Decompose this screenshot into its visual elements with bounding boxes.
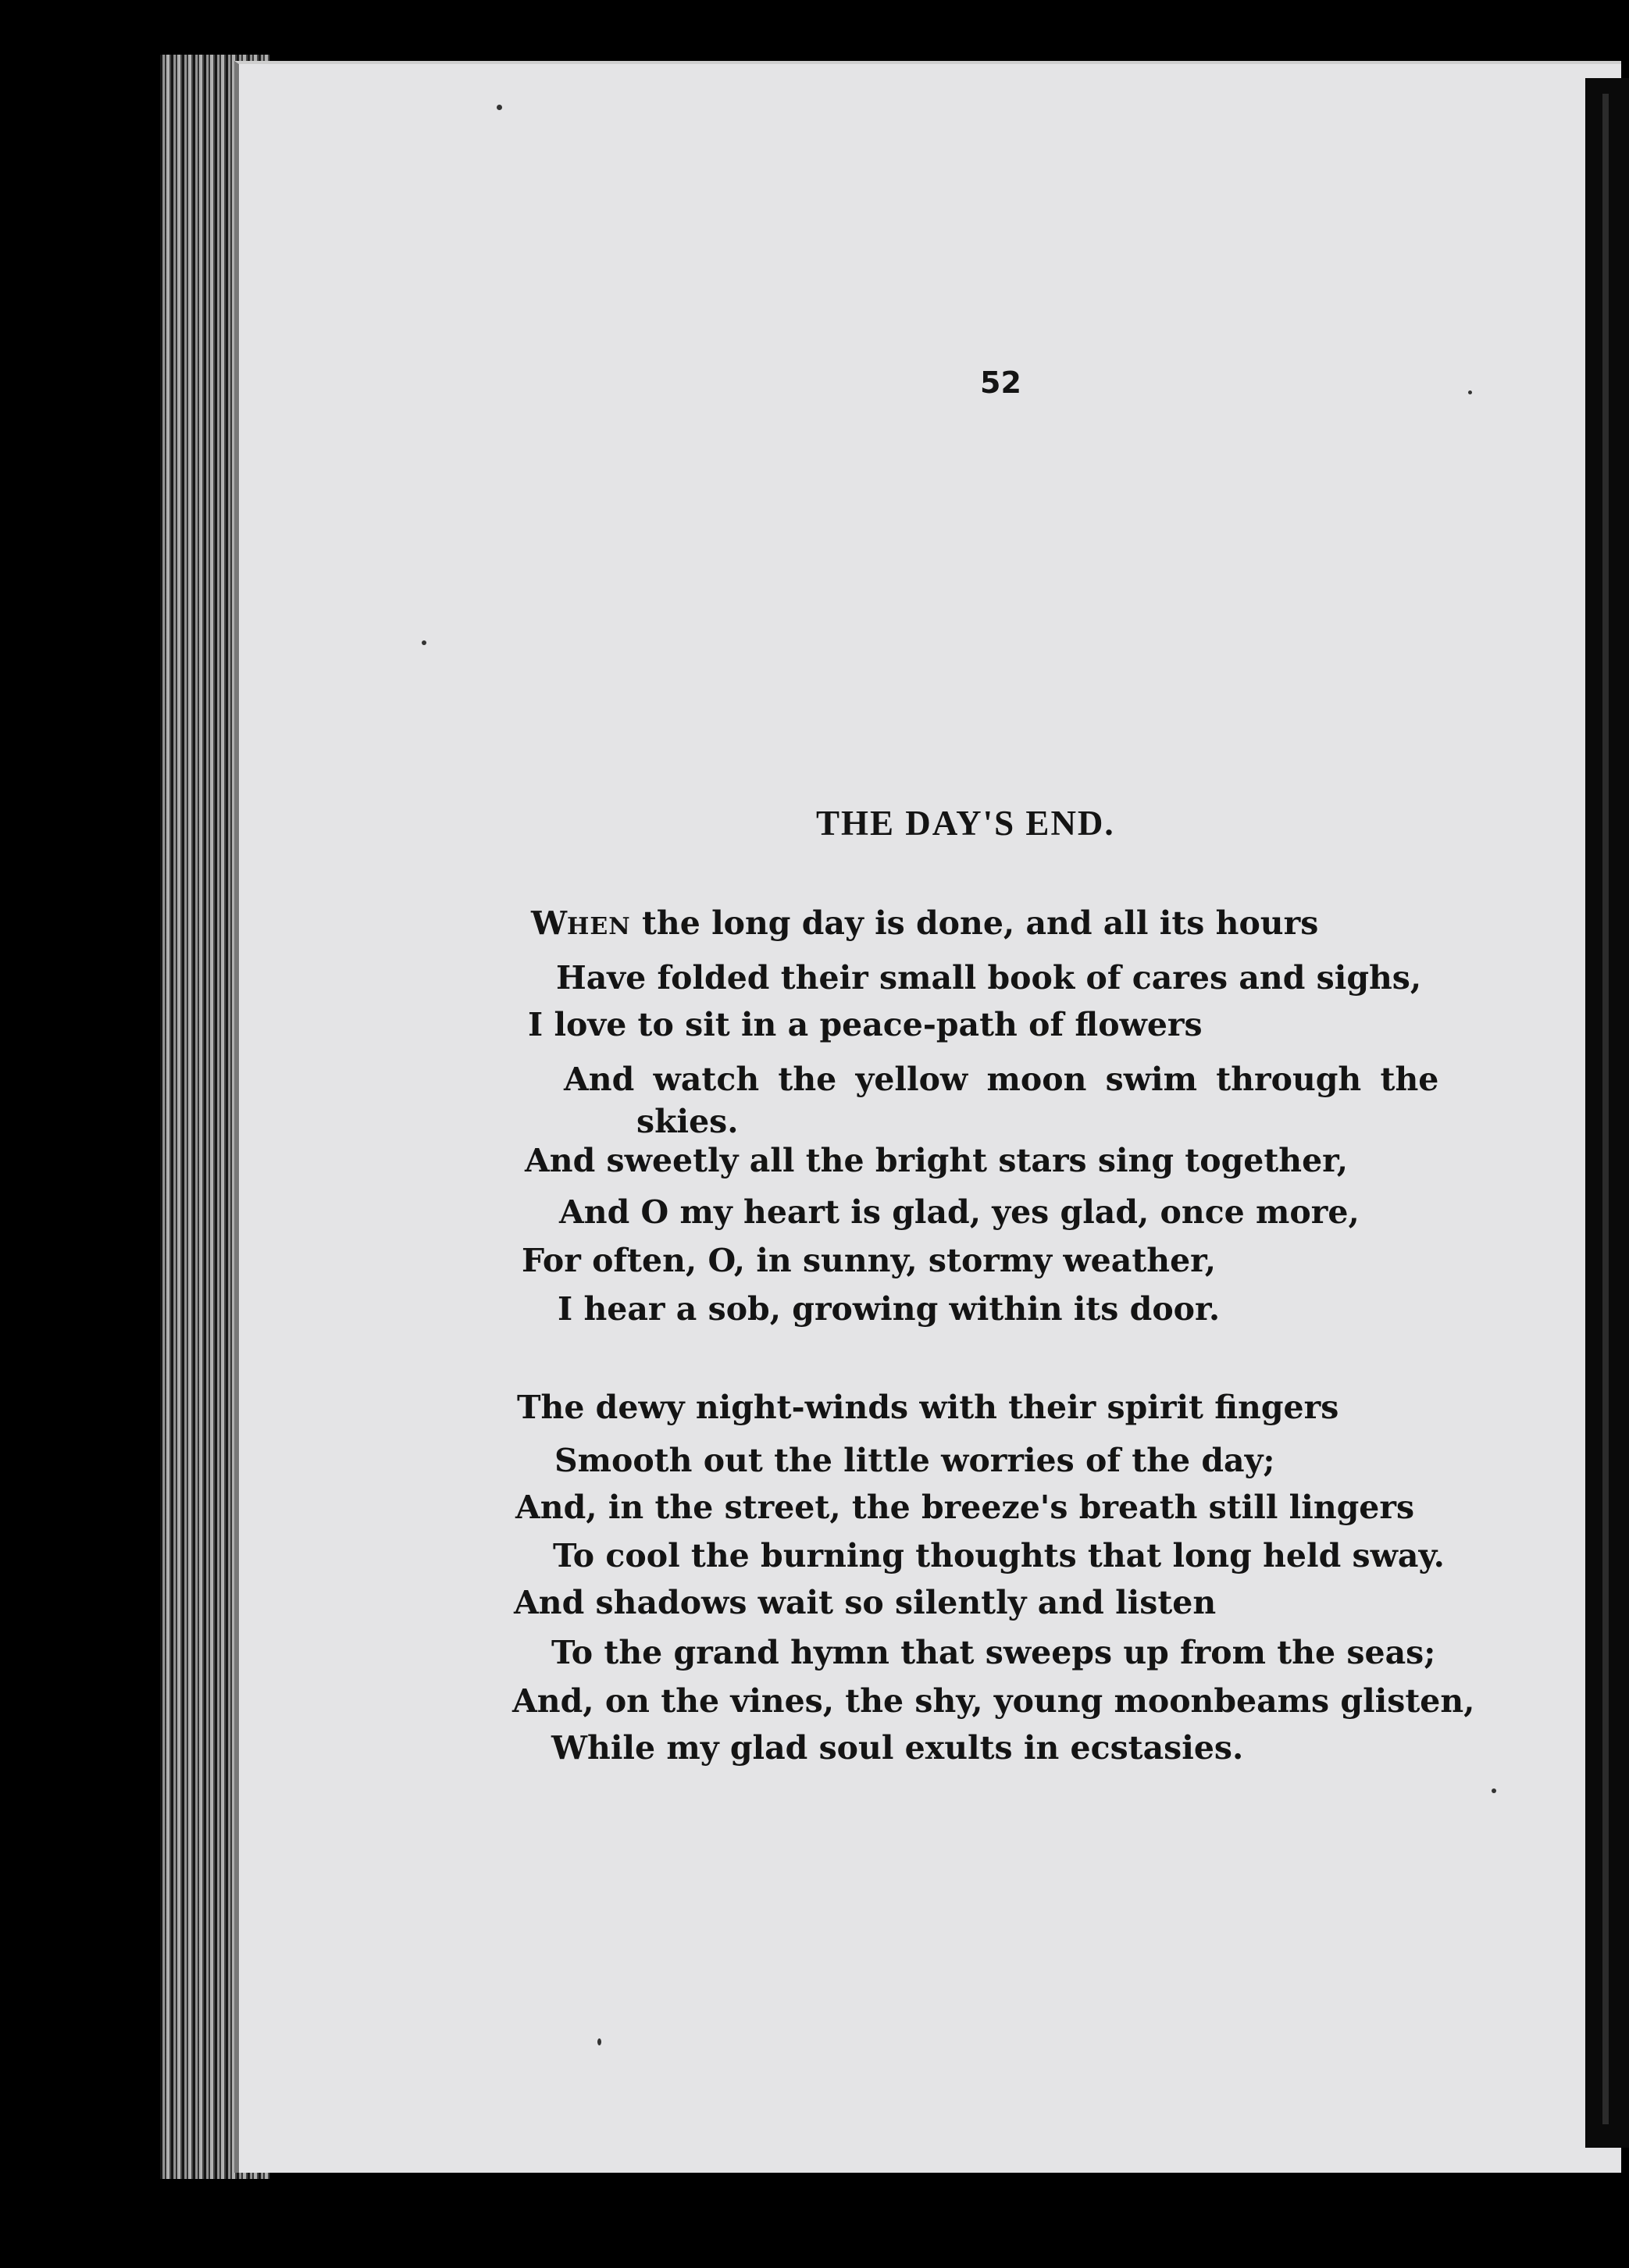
dust-speck	[422, 640, 426, 645]
page-number: 52	[980, 366, 1021, 400]
poem-line: Have folded their small book of cares and sighs,	[556, 959, 1422, 997]
poem-line: And, on the vines, the shy, young moonbeams glisten,	[512, 1682, 1475, 1720]
poem-line: And sweetly all the bright stars sing together,	[525, 1142, 1349, 1179]
line-text: the long day is done, and all its hours	[630, 904, 1319, 942]
poem-line: And, in the street, the breeze's breath still lingers	[515, 1489, 1415, 1526]
dust-speck	[1468, 390, 1472, 394]
poem-line: And shadows wait so silently and listen	[514, 1584, 1217, 1621]
dust-speck	[597, 2038, 601, 2045]
book-page	[234, 61, 1621, 2173]
poem-title: THE DAY'S END.	[816, 804, 1115, 843]
poem-line: The dewy night-winds with their spirit fingers	[517, 1389, 1339, 1426]
poem-line: skies.	[636, 1103, 739, 1140]
poem-line: I love to sit in a peace-path of flowers	[528, 1006, 1203, 1043]
poem-line: And watch the yellow moon swim through the	[564, 1061, 1439, 1098]
dust-speck	[497, 105, 502, 110]
dust-speck	[1492, 1788, 1496, 1793]
poem-line: For often, O, in sunny, stormy weather,	[522, 1242, 1217, 1279]
drop-initial: W	[531, 904, 568, 942]
small-caps-text: HEN	[567, 913, 631, 940]
poem-line: While my glad soul exults in ecstasies.	[551, 1729, 1244, 1767]
poem-line: To the grand hymn that sweeps up from the seas;	[551, 1634, 1436, 1671]
poem-line: And O my heart is glad, yes glad, once more,	[559, 1193, 1360, 1231]
poem-line	[531, 904, 1318, 942]
poem-line: Smooth out the little worries of the day;	[554, 1442, 1275, 1479]
right-page-sliver	[1602, 94, 1609, 2124]
poem-line: I hear a sob, growing within its door.	[558, 1290, 1221, 1328]
poem-line: To cool the burning thoughts that long held sway.	[553, 1537, 1445, 1574]
